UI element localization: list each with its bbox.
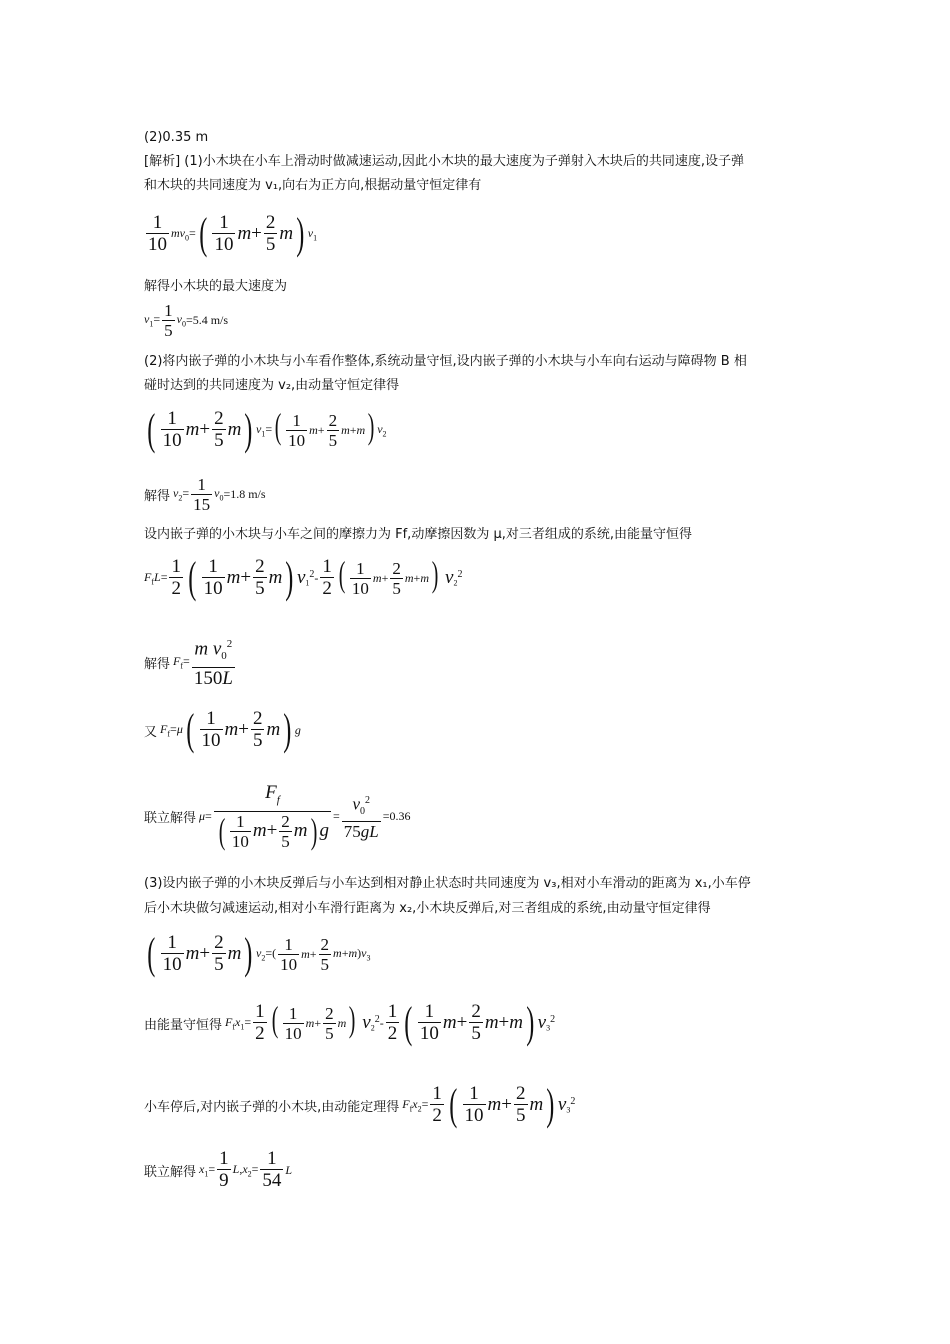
part2-line-1: (2)将内嵌子弹的小木块与小车看作整体,系统动量守恒,设内嵌子弹的小木块与小车向右运动与障碍物 B 相 xyxy=(144,354,747,369)
equation-ff-mu: 又 $F_f=\mu$ ( $\frac{1}{10}$ m + $\frac{2}{5}$ m ) g xyxy=(144,705,301,754)
result-v2: =1.8 m/s xyxy=(223,487,266,501)
analysis-line-2: 和木块的共同速度为 v₁,向右为正方向,根据动量守恒定律有 xyxy=(144,178,482,193)
equation-v1: $v_1=$ $\frac{1}{5}$ $v_0$ =5.4 m/s xyxy=(144,301,229,340)
equation-v2: 解得 $v_2=$ $\frac{1}{15}$ $v_0$ =1.8 m/s xyxy=(144,475,266,514)
analysis-line-1: [解析] (1)小木块在小车上滑动时做减速运动,因此小木块的最大速度为子弹射入木块后的共同速度,设子弹 xyxy=(144,154,744,169)
equation-energy-1: $F_fL=$ $\frac{1}{2}$ ( $\frac{1}{10}$ m + $\frac{2}{5}$ m ) v $_1^2$- $\frac{1}{2}$ ( $\frac{1}{10}$ m+ $\frac{2}{5}$ m+m ) v $_2^2$ xyxy=(144,553,463,602)
equation-momentum-3: ( $\frac{1}{10}$ m + $\frac{2}{5}$ m ) $v_2=$( $\frac{1}{10}$ m+ $\frac{2}{5}$ $m+m)v_3$ xyxy=(147,929,371,978)
result-v1: =5.4 m/s xyxy=(185,313,229,327)
equation-ff: 解得 $F_f=$ $\frac{m v_0^2}{150L}$ xyxy=(144,638,233,690)
part2-line-2: 碰时达到的共同速度为 v₂,由动量守恒定律得 xyxy=(144,378,400,393)
equation-momentum-1: $\frac{1}{10}$ $mv_0=$ ( $\frac{1}{10}$ m + $\frac{2}{5}$ m ) $v_1$ xyxy=(148,209,318,258)
friction-line: 设内嵌子弹的小木块与小车之间的摩擦力为 Ff,动摩擦因数为 μ,对三者组成的系统,由能量守恒得 xyxy=(144,527,692,542)
part3-line-2: 后小木块做匀减速运动,相对小车滑行距离为 x₂,小木块反弹后,对三者组成的系统,由动量守恒定律得 xyxy=(144,901,711,916)
part3-line-1: (3)设内嵌子弹的小木块反弹后与小车达到相对静止状态时共同速度为 v₃,相对小车滑动的距离为 x₁,小车停 xyxy=(144,876,751,891)
equation-mu: 联立解得 μ= $F_f$ ( $\frac{1}{10}$ m + $\frac{2}{5}$ m ) g = $\frac{v_0^2}{75gL}$ =0.36 xyxy=(144,782,411,852)
equation-kinetic: 小车停后,对内嵌子弹的小木块,由动能定理得 $F_fx_2=$ $\frac{1}{2}$ ( $\frac{1}{10}$ m + $\frac{2}{5}$ m ) v $_3^2$ xyxy=(144,1080,576,1129)
result-mu: =0.36 xyxy=(382,808,411,823)
equation-momentum-2: ( $\frac{1}{10}$ m + $\frac{2}{5}$ m ) $v_1=$ ( $\frac{1}{10}$ m+ $\frac{2}{5}$ m+m ) $v_2$ xyxy=(147,405,387,454)
equation-final: 联立解得 $x_1=$ $\frac{1}{9}$ $L,x_2=$ $\frac{1}{54}$ L xyxy=(144,1148,293,1191)
text-max-speed: 解得小木块的最大速度为 xyxy=(144,279,288,294)
equation-energy-2: 由能量守恒得 $F_fx_1=$ $\frac{1}{2}$ ( $\frac{1}{10}$ m+ $\frac{2}{5}$ m ) v $_2^2$- $\frac{1}{2}$ ( $\frac{1}{10}$ m + $\frac{2}{5}$ m + m ) v $_3^2$ xyxy=(144,998,556,1047)
answer-part2: (2)0.35 m xyxy=(144,130,209,145)
